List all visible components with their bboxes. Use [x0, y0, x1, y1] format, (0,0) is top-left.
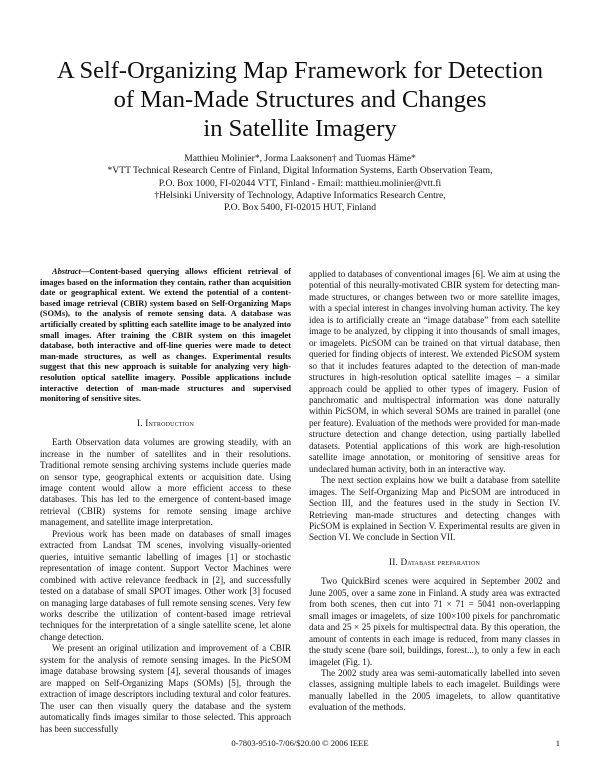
page-number: 1	[555, 738, 560, 748]
section-name: Introduction	[145, 417, 195, 428]
abstract-text: —Content-based querying allows efficient retrieval of images based on the information they contain, rather than acquisition date or geographical extent. We extend the potential of a content-based image retrieval (CBIR) system based on Self-Organizing Maps (SOMs), to the analysis of remote sensing data. A database was artificially created by splitting each satellite image to be analyzed into small images. After training the CBIR system on this imagelet database, both interactive and off-line queries were made to detect man-made structures, as well as changes. Experimental results suggest that this new approach is suitable for analyzing very high-resolution optical satellite imagery. Possible applications include interactive detection of man-made structures and supervised monitoring of sensitive sites.	[40, 267, 291, 404]
section-number: II.	[388, 556, 398, 567]
author-block	[60, 153, 540, 214]
paragraph: The next section explains how we built a database from satellite images. The Self-Organizing Map and PicSOM are introduced in Section III, and the features used in the study in Section IV. Retrieving man-made structures and detecting changes with PicSOM is explained in Section V. Experimental results are given in Section VI. We conclude in Section VII.	[309, 475, 560, 543]
affiliation-1-line-2: P.O. Box 1000, FI-02044 VTT, Finland - Email: matthieu.molinier@vtt.fi	[158, 177, 442, 189]
left-column	[40, 267, 291, 735]
paragraph: Previous work has been made on databases of small images extracted from Landsat TM scenes, involving visually-oriented queries, intuitive semantic labelling of images [1] or stochastic representation of image content. Support Vector Machines were combined with active relevance feedback in [2], and successfully tested on a database of small SPOT images. Other work [3] focused on managing large databases of full remote sensing scenes. Very few works describe the utilization of content-based image retrieval techniques for the interpretation of a single satellite scene, let alone change detection.	[40, 528, 291, 642]
affiliation-2-line-2: P.O. Box 5400, FI-02015 HUT, Finland	[224, 202, 376, 214]
paragraph: Two QuickBird scenes were acquired in September 2002 and June 2005, over a same zone in Finland. A study area was extracted from both scenes, then cut into 71 × 71 = 5041 non-overlapping small images or imagelets, of size 100×100 pixels for panchromatic data and 25 × 25 pixels for multispectral data. By this operation, the amount of contents in each image is reduced, from many classes in the study scene (bare soil, buildings, forest...), to only a few in each imagelet (Fig. 1).	[309, 576, 560, 667]
section-heading-introduction	[40, 418, 291, 429]
paragraph: Earth Observation data volumes are growing steadily, with an increase in the number of satellites and in their resolutions. Traditional remote sensing archiving systems include queries made on sensor type, geographical extents or acquisition date. Using image content would allow a more efficient access to these databases. This has led to the emergence of content-based image retrieval (CBIR) systems for remote sensing image archive management, and satellite image interpretation.	[40, 437, 291, 528]
abstract	[40, 267, 291, 405]
copyright-footer: 0-7803-9510-7/06/$20.00 © 2006 IEEE	[231, 738, 369, 748]
author-names: Matthieu Molinier*, Jorma Laaksonen† and Tuomas Häme*	[184, 153, 416, 164]
section-heading-database-preparation	[309, 557, 560, 568]
section-name: Database preparation	[400, 556, 481, 567]
affiliation-1-line-1: *VTT Technical Research Centre of Finland, Digital Information Systems, Earth Observation Team,	[107, 165, 493, 177]
section-number: I.	[136, 417, 143, 428]
paragraph: applied to databases of conventional images [6]. We aim at using the potential of this neurally-motivated CBIR system for detecting man-made structures, or changes between two or more satellite images, with a special interest in changes involving human activity. The key idea is to artificially create an “image database” from each satellite image to be analyzed, by clipping it into thousands of small images, or imagelets. PicSOM can be trained on that virtual database, then queried for finding objects of interest. We extended PicSOM system so that it includes features adapted to the detection of man-made structures in high-resolution optical satellite images – a similar approach could be applied to other types of imagery. Fusion of panchromatic and multispectral information was done naturally within PicSOM, in which several SOMs are trained in parallel (one per feature). Evaluation of the methods were provided for man-made structure detection and change detection, using partially labelled datasets. Potential applications of this work are high-resolution satellite image annotation, or monitoring of sensitive areas for undeclared human activity, both in an interactive way.	[309, 269, 560, 474]
right-column	[309, 269, 560, 714]
paper-title: A Self-Organizing Map Framework for Detection of Man-Made Structures and Changes in Satellite Imagery	[56, 57, 544, 142]
paragraph: The 2002 study area was semi-automatically labelled into seven classes, assigning multiple labels to each imagelet. Buildings were manually labelled in the 2005 imagelets, to allow quantitative evaluation of the methods.	[309, 667, 560, 713]
affiliation-2-line-1: †Helsinki University of Technology, Adaptive Informatics Research Centre,	[154, 189, 446, 201]
paragraph: We present an original utilization and improvement of a CBIR system for the analysis of remote sensing images. In the PicSOM image database browsing system [4], several thousands of images are mapped on Self-Organizing Maps (SOMs) [5], through the extraction of image descriptors including textural and color features. The user can then visually query the database and the system automatically finds images similar to those selected. This approach has been successfully	[40, 643, 291, 734]
abstract-label: Abstract	[52, 267, 81, 276]
